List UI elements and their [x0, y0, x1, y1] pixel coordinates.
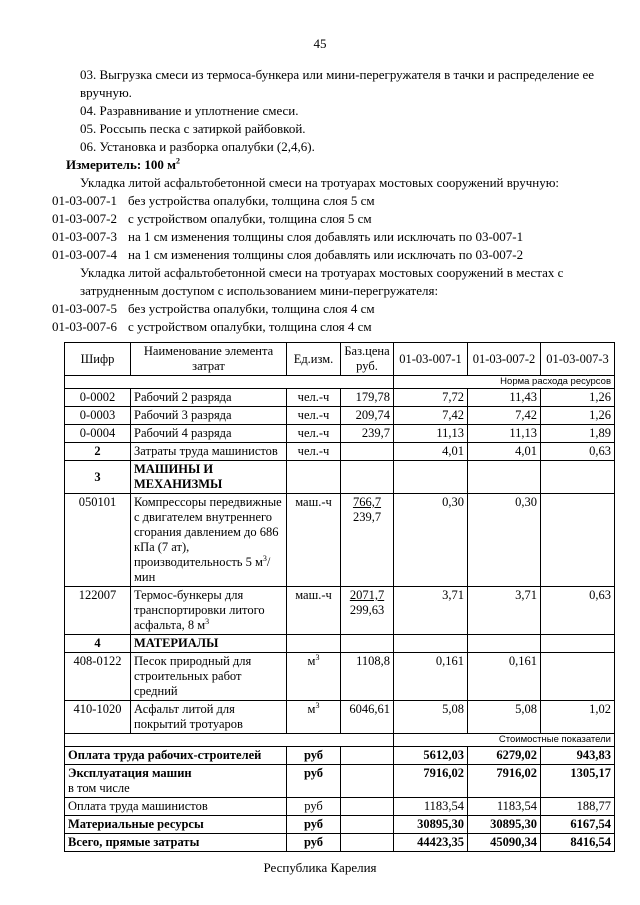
measure-unit: Измеритель: 100 $м^2$ [66, 156, 181, 172]
table-row: 122007 Термос-бункеры для транспортировки литого асфальта, 8 $м^3$ маш.-ч 2071,7 299,63 3,71 3,71 0,63 [65, 587, 615, 635]
table-row: 410-1020 Асфальт литой для покрытий тротуаров $м^3$ 6046,61 5,08 5,08 1,02 [65, 701, 615, 734]
group1-item: 01-03-007-4 на 1 см изменения толщины слоя добавлять или исключать по 03-007-2 [52, 247, 524, 262]
cost-row: Всего, прямые затраты руб 44423,35 45090,34 8416,54 [65, 834, 615, 852]
norm-label-row [65, 376, 615, 389]
step-4: 04. Разравнивание и уплотнение смеси. [80, 103, 299, 118]
table-row: 2 Затраты труда машинистов чел.-ч 4,01 4,01 0,63 [65, 443, 615, 461]
footer-region: Республика Карелия [263, 860, 377, 875]
header-col2: 01-03-007-2 [468, 343, 541, 376]
group2-item: 01-03-007-6 с устройством опалубки, толщина слоя 4 см [52, 319, 372, 334]
table-header-row [65, 343, 615, 376]
step-6: 06. Установка и разборка опалубки (2,4,6). [80, 139, 315, 154]
section-row-materials: 4 МАТЕРИАЛЫ [65, 635, 615, 653]
cost-row: Оплата труда машинистов руб 1183,54 1183,54 188,77 [65, 798, 615, 816]
step-5: 05. Россыпь песка с затиркой райбовкой. [80, 121, 306, 136]
header-price: Баз.цена руб. [341, 343, 394, 376]
cost-row: Материальные ресурсы руб 30895,30 30895,30 6167,54 [65, 816, 615, 834]
table-row: 408-0122 Песок природный для строительных работ средний $м^3$ 1108,8 0,161 0,161 [65, 653, 615, 701]
header-code: Шифр [65, 343, 131, 376]
table-row: 0-0002 Рабочий 2 разряда чел.-ч 179,78 7,72 11,43 1,26 [65, 389, 615, 407]
cost-label: Стоимостные показатели [394, 734, 615, 747]
header-unit: Ед.изм. [287, 343, 341, 376]
page-number: 45 [313, 36, 327, 51]
cost-label-row [65, 734, 615, 747]
section-row-machines: 3 МАШИНЫ И МЕХАНИЗМЫ [65, 461, 615, 494]
step-3: 03. Выгрузка смеси из термоса-бункера или мини-перегружателя в тачки и распределение ее вручную. [80, 67, 595, 100]
resource-table [64, 342, 615, 852]
cost-row: Эксплуатация машин в том числе руб 7916,02 7916,02 1305,17 [65, 765, 615, 798]
group2-title: Укладка литой асфальтобетонной смеси на тротуарах мостовых сооружений в местах с затрудненным доступом с использованием мини-перегружателя: [80, 265, 564, 298]
header-name: Наименование элемента затрат [131, 343, 287, 376]
norm-label: Норма расхода ресурсов [394, 376, 615, 389]
group1-title: Укладка литой асфальтобетонной смеси на тротуарах мостовых сооружений вручную: [80, 175, 560, 190]
group1-item: 01-03-007-3 на 1 см изменения толщины слоя добавлять или исключать по 03-007-1 [52, 229, 524, 244]
table-row: 0-0004 Рабочий 4 разряда чел.-ч 239,7 11,13 11,13 1,89 [65, 425, 615, 443]
cost-row: Оплата труда рабочих-строителей руб 5612,03 6279,02 943,83 [65, 747, 615, 765]
table-row: 0-0003 Рабочий 3 разряда чел.-ч 209,74 7,42 7,42 1,26 [65, 407, 615, 425]
group2-item: 01-03-007-5 без устройства опалубки, толщина слоя 4 см [52, 301, 375, 316]
group1-item: 01-03-007-1 без устройства опалубки, толщина слоя 5 см [52, 193, 375, 208]
table-row: 050101 Компрессоры передвижные с двигателем внутреннего сгорания давлением до 686 кПа (7 ат), производительность 5 $м^3$/мин маш.-ч 766,7 239,7 0,30 0,30 [65, 494, 615, 587]
header-col3: 01-03-007-3 [541, 343, 615, 376]
header-col1: 01-03-007-1 [394, 343, 468, 376]
group1-item: 01-03-007-2 с устройством опалубки, толщина слоя 5 см [52, 211, 372, 226]
intro-text [52, 66, 606, 336]
